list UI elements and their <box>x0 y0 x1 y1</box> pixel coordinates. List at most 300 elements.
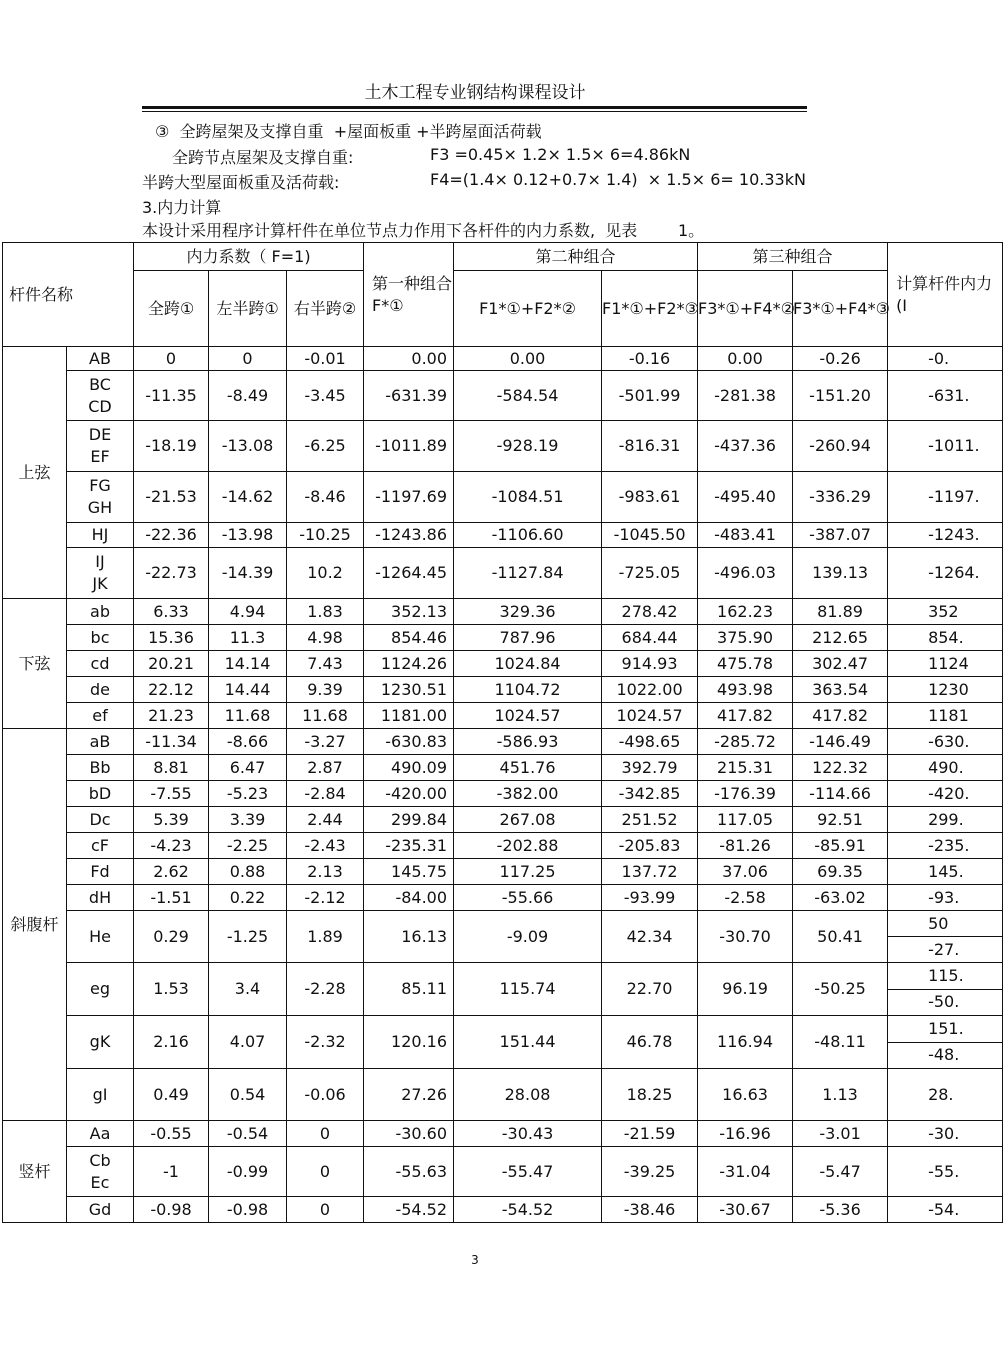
value-cell: -1264.45 <box>364 548 454 599</box>
value-cell: -1084.51 <box>454 472 602 523</box>
member-name: BC CD <box>67 371 134 421</box>
table-row <box>3 472 1003 523</box>
member-name: eg <box>67 963 134 1016</box>
value-cell: -114.66 <box>793 781 888 807</box>
value-cell: -13.98 <box>209 523 287 548</box>
calc-cell <box>888 963 1003 1016</box>
member-name: aB <box>67 729 134 755</box>
value-cell: 18.25 <box>602 1069 698 1121</box>
value-cell: -0.06 <box>287 1069 364 1121</box>
header-member: 杆件名称 <box>3 243 134 347</box>
calc-cell: -54. <box>888 1197 1003 1223</box>
member-name: Dc <box>67 807 134 833</box>
value-cell: 1230.51 <box>364 677 454 703</box>
value-cell: -342.85 <box>602 781 698 807</box>
value-cell: 92.51 <box>793 807 888 833</box>
table-row <box>3 523 1003 548</box>
value-cell: 0.54 <box>209 1069 287 1121</box>
table-row <box>3 1147 1003 1197</box>
calc-cell: -0. <box>888 347 1003 371</box>
value-cell: -30.43 <box>454 1121 602 1147</box>
value-cell: 0 <box>287 1121 364 1147</box>
value-cell: -81.26 <box>698 833 793 859</box>
calc-cell: -420. <box>888 781 1003 807</box>
value-cell: 215.31 <box>698 755 793 781</box>
group-label: 斜腹杆 <box>3 729 67 1121</box>
calc-value: -50. <box>888 989 1002 1016</box>
value-cell: 10.2 <box>287 548 364 599</box>
value-cell: 4.94 <box>209 599 287 625</box>
value-cell: -2.12 <box>287 885 364 911</box>
value-cell: -22.36 <box>134 523 209 548</box>
value-cell: 11.68 <box>209 703 287 729</box>
value-cell: 0.88 <box>209 859 287 885</box>
value-cell: -420.00 <box>364 781 454 807</box>
value-cell: 352.13 <box>364 599 454 625</box>
table-row <box>3 885 1003 911</box>
value-cell: -387.07 <box>793 523 888 548</box>
value-cell: 69.35 <box>793 859 888 885</box>
value-cell: -498.65 <box>602 729 698 755</box>
member-name: He <box>67 911 134 963</box>
value-cell: 375.90 <box>698 625 793 651</box>
value-cell: -205.83 <box>602 833 698 859</box>
value-cell: 8.81 <box>134 755 209 781</box>
value-cell: 6.33 <box>134 599 209 625</box>
value-cell: 278.42 <box>602 599 698 625</box>
value-cell: -4.23 <box>134 833 209 859</box>
value-cell: 4.07 <box>209 1016 287 1069</box>
value-cell: 37.06 <box>698 859 793 885</box>
value-cell: -816.31 <box>602 421 698 472</box>
value-cell: -11.34 <box>134 729 209 755</box>
calc-cell: -1243. <box>888 523 1003 548</box>
value-cell: 122.32 <box>793 755 888 781</box>
section-heading: 3.内力计算 <box>142 198 222 217</box>
value-cell: -21.53 <box>134 472 209 523</box>
value-cell: -21.59 <box>602 1121 698 1147</box>
table-row <box>3 371 1003 421</box>
value-cell: -55.63 <box>364 1147 454 1197</box>
value-cell: -725.05 <box>602 548 698 599</box>
member-name: de <box>67 677 134 703</box>
calc-cell: 1230 <box>888 677 1003 703</box>
calc-cell: 28. <box>888 1069 1003 1121</box>
value-cell: -281.38 <box>698 371 793 421</box>
value-cell: -382.00 <box>454 781 602 807</box>
value-cell: 1104.72 <box>454 677 602 703</box>
value-cell: 787.96 <box>454 625 602 651</box>
value-cell: -928.19 <box>454 421 602 472</box>
value-cell: 7.43 <box>287 651 364 677</box>
value-cell: -2.28 <box>287 963 364 1016</box>
value-cell: 96.19 <box>698 963 793 1016</box>
value-cell: 451.76 <box>454 755 602 781</box>
value-cell: -22.73 <box>134 548 209 599</box>
group-label: 下弦 <box>3 599 67 729</box>
table-row <box>3 599 1003 625</box>
value-cell: 0.00 <box>454 347 602 371</box>
member-name: IJ JK <box>67 548 134 599</box>
calc-cell <box>888 911 1003 963</box>
value-cell: 9.39 <box>287 677 364 703</box>
member-name: bc <box>67 625 134 651</box>
value-cell: -85.91 <box>793 833 888 859</box>
value-cell: -38.46 <box>602 1197 698 1223</box>
calc-value: 151. <box>928 1018 964 1038</box>
value-cell: -235.31 <box>364 833 454 859</box>
value-cell: -2.25 <box>209 833 287 859</box>
calc-cell: -235. <box>888 833 1003 859</box>
value-cell: -11.35 <box>134 371 209 421</box>
member-name: gK <box>67 1016 134 1069</box>
value-cell: -5.23 <box>209 781 287 807</box>
value-cell: -0.55 <box>134 1121 209 1147</box>
value-cell: 251.52 <box>602 807 698 833</box>
value-cell: 2.13 <box>287 859 364 885</box>
value-cell: -54.52 <box>454 1197 602 1223</box>
value-cell: 46.78 <box>602 1016 698 1069</box>
value-cell: 16.13 <box>364 911 454 963</box>
calc-cell: 854. <box>888 625 1003 651</box>
value-cell: 117.05 <box>698 807 793 833</box>
calc-cell <box>888 1016 1003 1069</box>
value-cell: -176.39 <box>698 781 793 807</box>
value-cell: 0 <box>209 347 287 371</box>
value-cell: -30.70 <box>698 911 793 963</box>
table-row <box>3 625 1003 651</box>
value-cell: 4.98 <box>287 625 364 651</box>
value-cell: -39.25 <box>602 1147 698 1197</box>
value-cell: 20.21 <box>134 651 209 677</box>
intro-line-3-label: 半跨大型屋面板重及活荷载: <box>142 173 340 192</box>
table-row <box>3 548 1003 599</box>
value-cell: -63.02 <box>793 885 888 911</box>
intro-line-3-value: F4=(1.4× 0.12+0.7× 1.4) × 1.5× 6= 10.33kN <box>430 170 806 189</box>
value-cell: 16.63 <box>698 1069 793 1121</box>
value-cell: -55.47 <box>454 1147 602 1197</box>
value-cell: -285.72 <box>698 729 793 755</box>
calc-cell: 145. <box>888 859 1003 885</box>
value-cell: 137.72 <box>602 859 698 885</box>
table-row <box>3 963 1003 1016</box>
value-cell: 85.11 <box>364 963 454 1016</box>
value-cell: -0.99 <box>209 1147 287 1197</box>
member-name: Fd <box>67 859 134 885</box>
value-cell: -8.49 <box>209 371 287 421</box>
calc-cell: -630. <box>888 729 1003 755</box>
group-label: 上弦 <box>3 347 67 599</box>
value-cell: -0.98 <box>134 1197 209 1223</box>
value-cell: -16.96 <box>698 1121 793 1147</box>
value-cell: 914.93 <box>602 651 698 677</box>
value-cell: -1106.60 <box>454 523 602 548</box>
value-cell: -7.55 <box>134 781 209 807</box>
value-cell: 145.75 <box>364 859 454 885</box>
value-cell: -9.09 <box>454 911 602 963</box>
member-name: cF <box>67 833 134 859</box>
value-cell: -14.62 <box>209 472 287 523</box>
value-cell: -2.43 <box>287 833 364 859</box>
value-cell: 0.00 <box>364 347 454 371</box>
calc-cell: -1197. <box>888 472 1003 523</box>
member-name: DE EF <box>67 421 134 472</box>
intro-line-2-value: F3 =0.45× 1.2× 1.5× 6=4.86kN <box>430 145 691 164</box>
table-row <box>3 651 1003 677</box>
value-cell: -501.99 <box>602 371 698 421</box>
table-row <box>3 1069 1003 1121</box>
value-cell: -30.60 <box>364 1121 454 1147</box>
value-cell: 2.44 <box>287 807 364 833</box>
header-left: 左半跨① <box>209 271 287 347</box>
header-calc: 计算杆件内力(I <box>888 243 1003 347</box>
value-cell: 1.83 <box>287 599 364 625</box>
table-row <box>3 911 1003 963</box>
value-cell: 117.25 <box>454 859 602 885</box>
value-cell: -8.66 <box>209 729 287 755</box>
header-combo3-group: 第三种组合 <box>698 243 888 271</box>
header-full: 全跨① <box>134 271 209 347</box>
value-cell: -13.08 <box>209 421 287 472</box>
value-cell: 11.68 <box>287 703 364 729</box>
member-name: dH <box>67 885 134 911</box>
value-cell: 22.70 <box>602 963 698 1016</box>
value-cell: -5.36 <box>793 1197 888 1223</box>
calc-cell: -631. <box>888 371 1003 421</box>
value-cell: -48.11 <box>793 1016 888 1069</box>
value-cell: 302.47 <box>793 651 888 677</box>
value-cell: -631.39 <box>364 371 454 421</box>
value-cell: -5.47 <box>793 1147 888 1197</box>
value-cell: -584.54 <box>454 371 602 421</box>
calc-cell: -1264. <box>888 548 1003 599</box>
calc-cell: 490. <box>888 755 1003 781</box>
calc-cell: 1181 <box>888 703 1003 729</box>
value-cell: 854.46 <box>364 625 454 651</box>
value-cell: 684.44 <box>602 625 698 651</box>
value-cell: -55.66 <box>454 885 602 911</box>
value-cell: 2.16 <box>134 1016 209 1069</box>
table-row <box>3 1197 1003 1223</box>
value-cell: -50.25 <box>793 963 888 1016</box>
value-cell: 22.12 <box>134 677 209 703</box>
calc-cell: 352 <box>888 599 1003 625</box>
calc-cell: -55. <box>888 1147 1003 1197</box>
value-cell: -84.00 <box>364 885 454 911</box>
value-cell: 50.41 <box>793 911 888 963</box>
member-name: AB <box>67 347 134 371</box>
value-cell: -0.26 <box>793 347 888 371</box>
value-cell: 0.49 <box>134 1069 209 1121</box>
value-cell: -260.94 <box>793 421 888 472</box>
member-name: FG GH <box>67 472 134 523</box>
value-cell: -54.52 <box>364 1197 454 1223</box>
member-name: Aa <box>67 1121 134 1147</box>
value-cell: 162.23 <box>698 599 793 625</box>
force-table <box>2 242 1003 1223</box>
table-row <box>3 421 1003 472</box>
value-cell: 490.09 <box>364 755 454 781</box>
value-cell: -437.36 <box>698 421 793 472</box>
value-cell: 1024.57 <box>602 703 698 729</box>
intro-line-5: 本设计采用程序计算杆件在单位节点力作用下各杆件的内力系数, 见表 1。 <box>142 221 705 240</box>
calc-value: 115. <box>928 965 964 985</box>
value-cell: -151.20 <box>793 371 888 421</box>
header-c3b: F3*①+F4*③ <box>793 271 888 347</box>
value-cell: 299.84 <box>364 807 454 833</box>
value-cell: -146.49 <box>793 729 888 755</box>
value-cell: 11.3 <box>209 625 287 651</box>
value-cell: 14.14 <box>209 651 287 677</box>
table-row <box>3 781 1003 807</box>
value-cell: 0.22 <box>209 885 287 911</box>
page-number: 3 <box>471 1253 479 1267</box>
value-cell: -1127.84 <box>454 548 602 599</box>
value-cell: -1.25 <box>209 911 287 963</box>
value-cell: -6.25 <box>287 421 364 472</box>
header-combo1: 第一种组合 F*① <box>364 243 454 347</box>
value-cell: -483.41 <box>698 523 793 548</box>
value-cell: -3.45 <box>287 371 364 421</box>
header-coef-group: 内力系数（ F=1) <box>134 243 364 271</box>
value-cell: 15.36 <box>134 625 209 651</box>
value-cell: 0 <box>287 1197 364 1223</box>
value-cell: -14.39 <box>209 548 287 599</box>
value-cell: -586.93 <box>454 729 602 755</box>
value-cell: 115.74 <box>454 963 602 1016</box>
header-c2a: F1*①+F2*② <box>454 271 602 347</box>
value-cell: 1124.26 <box>364 651 454 677</box>
value-cell: 151.44 <box>454 1016 602 1069</box>
table-row <box>3 347 1003 371</box>
table-row <box>3 859 1003 885</box>
header-c3a: F3*①+F4*② <box>698 271 793 347</box>
value-cell: -2.58 <box>698 885 793 911</box>
calc-value: 50 <box>928 913 949 933</box>
value-cell: 81.89 <box>793 599 888 625</box>
value-cell: 0 <box>134 347 209 371</box>
member-name: HJ <box>67 523 134 548</box>
value-cell: -1045.50 <box>602 523 698 548</box>
value-cell: 3.4 <box>209 963 287 1016</box>
table-row <box>3 729 1003 755</box>
value-cell: -0.98 <box>209 1197 287 1223</box>
value-cell: -0.16 <box>602 347 698 371</box>
value-cell: -31.04 <box>698 1147 793 1197</box>
value-cell: 0.29 <box>134 911 209 963</box>
table-row <box>3 703 1003 729</box>
header-right: 右半跨② <box>287 271 364 347</box>
value-cell: 116.94 <box>698 1016 793 1069</box>
value-cell: -0.54 <box>209 1121 287 1147</box>
header-rule-thin <box>142 111 807 112</box>
value-cell: -1 <box>134 1147 209 1197</box>
value-cell: 3.39 <box>209 807 287 833</box>
calc-cell: 299. <box>888 807 1003 833</box>
value-cell: 1022.00 <box>602 677 698 703</box>
member-name: Bb <box>67 755 134 781</box>
value-cell: -2.32 <box>287 1016 364 1069</box>
value-cell: -630.83 <box>364 729 454 755</box>
value-cell: 5.39 <box>134 807 209 833</box>
value-cell: 42.34 <box>602 911 698 963</box>
value-cell: 6.47 <box>209 755 287 781</box>
value-cell: 267.08 <box>454 807 602 833</box>
value-cell: 417.82 <box>698 703 793 729</box>
member-name: ef <box>67 703 134 729</box>
value-cell: 475.78 <box>698 651 793 677</box>
value-cell: -3.27 <box>287 729 364 755</box>
value-cell: 27.26 <box>364 1069 454 1121</box>
value-cell: -3.01 <box>793 1121 888 1147</box>
calc-value: -27. <box>888 936 1002 962</box>
value-cell: 329.36 <box>454 599 602 625</box>
value-cell: -10.25 <box>287 523 364 548</box>
value-cell: 1.53 <box>134 963 209 1016</box>
value-cell: -1011.89 <box>364 421 454 472</box>
header-combo2-group: 第二种组合 <box>454 243 698 271</box>
value-cell: 0 <box>287 1147 364 1197</box>
value-cell: -0.01 <box>287 347 364 371</box>
value-cell: 1.89 <box>287 911 364 963</box>
header-c2b: F1*①+F2*③ <box>602 271 698 347</box>
value-cell: -336.29 <box>793 472 888 523</box>
value-cell: 392.79 <box>602 755 698 781</box>
table-row <box>3 1121 1003 1147</box>
table-row <box>3 677 1003 703</box>
calc-cell: 1124 <box>888 651 1003 677</box>
value-cell: -496.03 <box>698 548 793 599</box>
page-header: 土木工程专业钢结构课程设计 <box>364 83 586 103</box>
calc-cell: -1011. <box>888 421 1003 472</box>
value-cell: 363.54 <box>793 677 888 703</box>
calc-cell: -30. <box>888 1121 1003 1147</box>
value-cell: 2.87 <box>287 755 364 781</box>
value-cell: -2.84 <box>287 781 364 807</box>
table-row <box>3 1016 1003 1069</box>
intro-line-1: ③ 全跨屋架及支撑自重 +屋面板重 +半跨屋面活荷载 <box>155 122 542 141</box>
value-cell: 212.65 <box>793 625 888 651</box>
member-name: cd <box>67 651 134 677</box>
value-cell: 417.82 <box>793 703 888 729</box>
table-row <box>3 807 1003 833</box>
value-cell: 1181.00 <box>364 703 454 729</box>
member-name: Cb Ec <box>67 1147 134 1197</box>
calc-cell: -93. <box>888 885 1003 911</box>
value-cell: -1.51 <box>134 885 209 911</box>
member-name: bD <box>67 781 134 807</box>
value-cell: 139.13 <box>793 548 888 599</box>
value-cell: -30.67 <box>698 1197 793 1223</box>
member-name: ab <box>67 599 134 625</box>
value-cell: -93.99 <box>602 885 698 911</box>
member-name: Gd <box>67 1197 134 1223</box>
value-cell: 1.13 <box>793 1069 888 1121</box>
value-cell: 14.44 <box>209 677 287 703</box>
group-label: 竖杆 <box>3 1121 67 1223</box>
value-cell: 21.23 <box>134 703 209 729</box>
value-cell: -18.19 <box>134 421 209 472</box>
calc-value: -48. <box>888 1042 1002 1069</box>
value-cell: 1024.84 <box>454 651 602 677</box>
value-cell: -1243.86 <box>364 523 454 548</box>
table-row <box>3 755 1003 781</box>
value-cell: -1197.69 <box>364 472 454 523</box>
header-rule-thick <box>142 106 807 109</box>
value-cell: -8.46 <box>287 472 364 523</box>
value-cell: -202.88 <box>454 833 602 859</box>
member-name: gI <box>67 1069 134 1121</box>
